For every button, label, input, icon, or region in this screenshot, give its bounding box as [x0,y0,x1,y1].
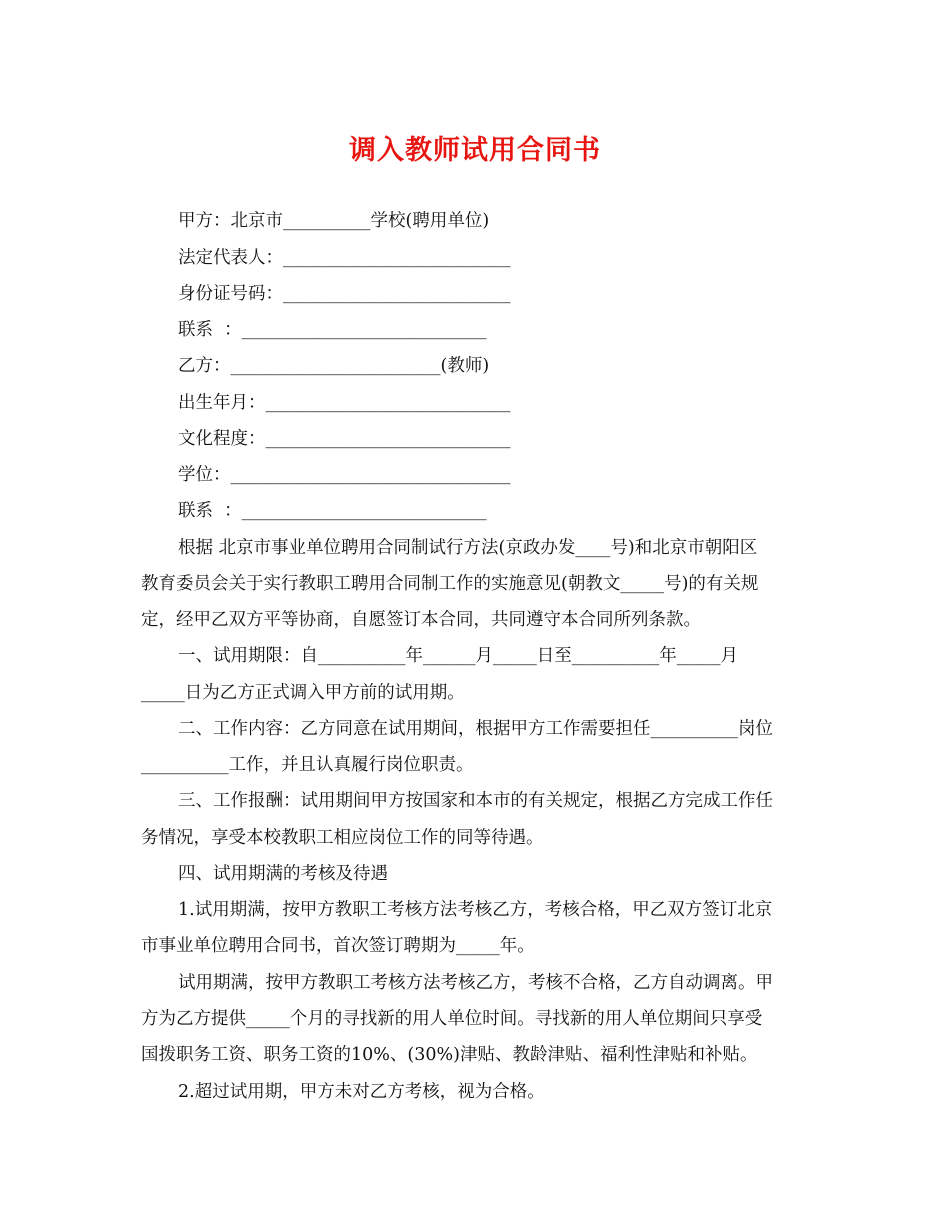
field-contact-b: 联系 ：____________________________ [178,501,487,521]
clause-4-fail-line: 方为乙方提供_____个月的寻找新的用人单位时间。寻找新的用人单位期间只享受 [141,1009,763,1029]
clause-4-2-line: 2.超过试用期，甲方未对乙方考核，视为合格。 [178,1082,545,1102]
clause-1-line: _____日为乙方正式调入甲方前的试用期。 [141,683,465,703]
field-education: 文化程度：____________________________ [178,429,511,449]
field-degree: 学位：________________________________ [178,465,511,485]
clause-4-fail-line: 国拨职务工资、职务工资的10%、(30%)津贴、教龄津贴、福利性津贴和补贴。 [141,1045,758,1065]
field-party-b: 乙方：________________________(教师) [178,356,490,376]
clause-4-heading: 四、试用期满的考核及待遇 [178,864,388,884]
preamble-line: 教育委员会关于实行教职工聘用合同制工作的实施意见(朝教文_____号)的有关规 [141,574,759,594]
clause-4-1-line: 1.试用期满，按甲方教职工考核方法考核乙方，考核合格，甲乙双方签订北京 [178,900,773,920]
field-id-number: 身份证号码：__________________________ [178,284,511,304]
clause-2-line: 二、工作内容：乙方同意在试用期间，根据甲方工作需要担任__________岗位 [178,719,773,739]
field-legal-representative: 法定代表人：__________________________ [178,248,511,268]
clause-4-fail-line: 试用期满，按甲方教职工考核方法考核乙方，考核不合格，乙方自动调离。甲 [178,973,773,993]
clause-4-1-line: 市事业单位聘用合同书，首次签订聘期为_____年。 [141,936,535,956]
clause-3-line: 务情况，享受本校教职工相应岗位工作的同等待遇。 [141,828,544,848]
clause-3-line: 三、工作报酬：试用期间甲方按国家和本市的有关规定，根据乙方完成工作任 [178,791,773,811]
preamble-line: 定，经甲乙双方平等协商，自愿签订本合同，共同遵守本合同所列条款。 [141,610,701,630]
clause-1-line: 一、试用期限：自__________年______月_____日至__________年_____月 [178,646,738,666]
field-birth-date: 出生年月：____________________________ [178,393,511,413]
clause-2-line: __________工作，并且认真履行岗位职责。 [141,755,474,775]
preamble-line: 根据 北京市事业单位聘用合同制试行方法(京政办发____号)和北京市朝阳区 [178,538,758,558]
field-contact-a: 联系 ：____________________________ [178,320,487,340]
document-title: 调入教师试用合同书 [349,135,601,166]
field-party-a: 甲方：北京市__________学校(聘用单位) [178,211,490,231]
